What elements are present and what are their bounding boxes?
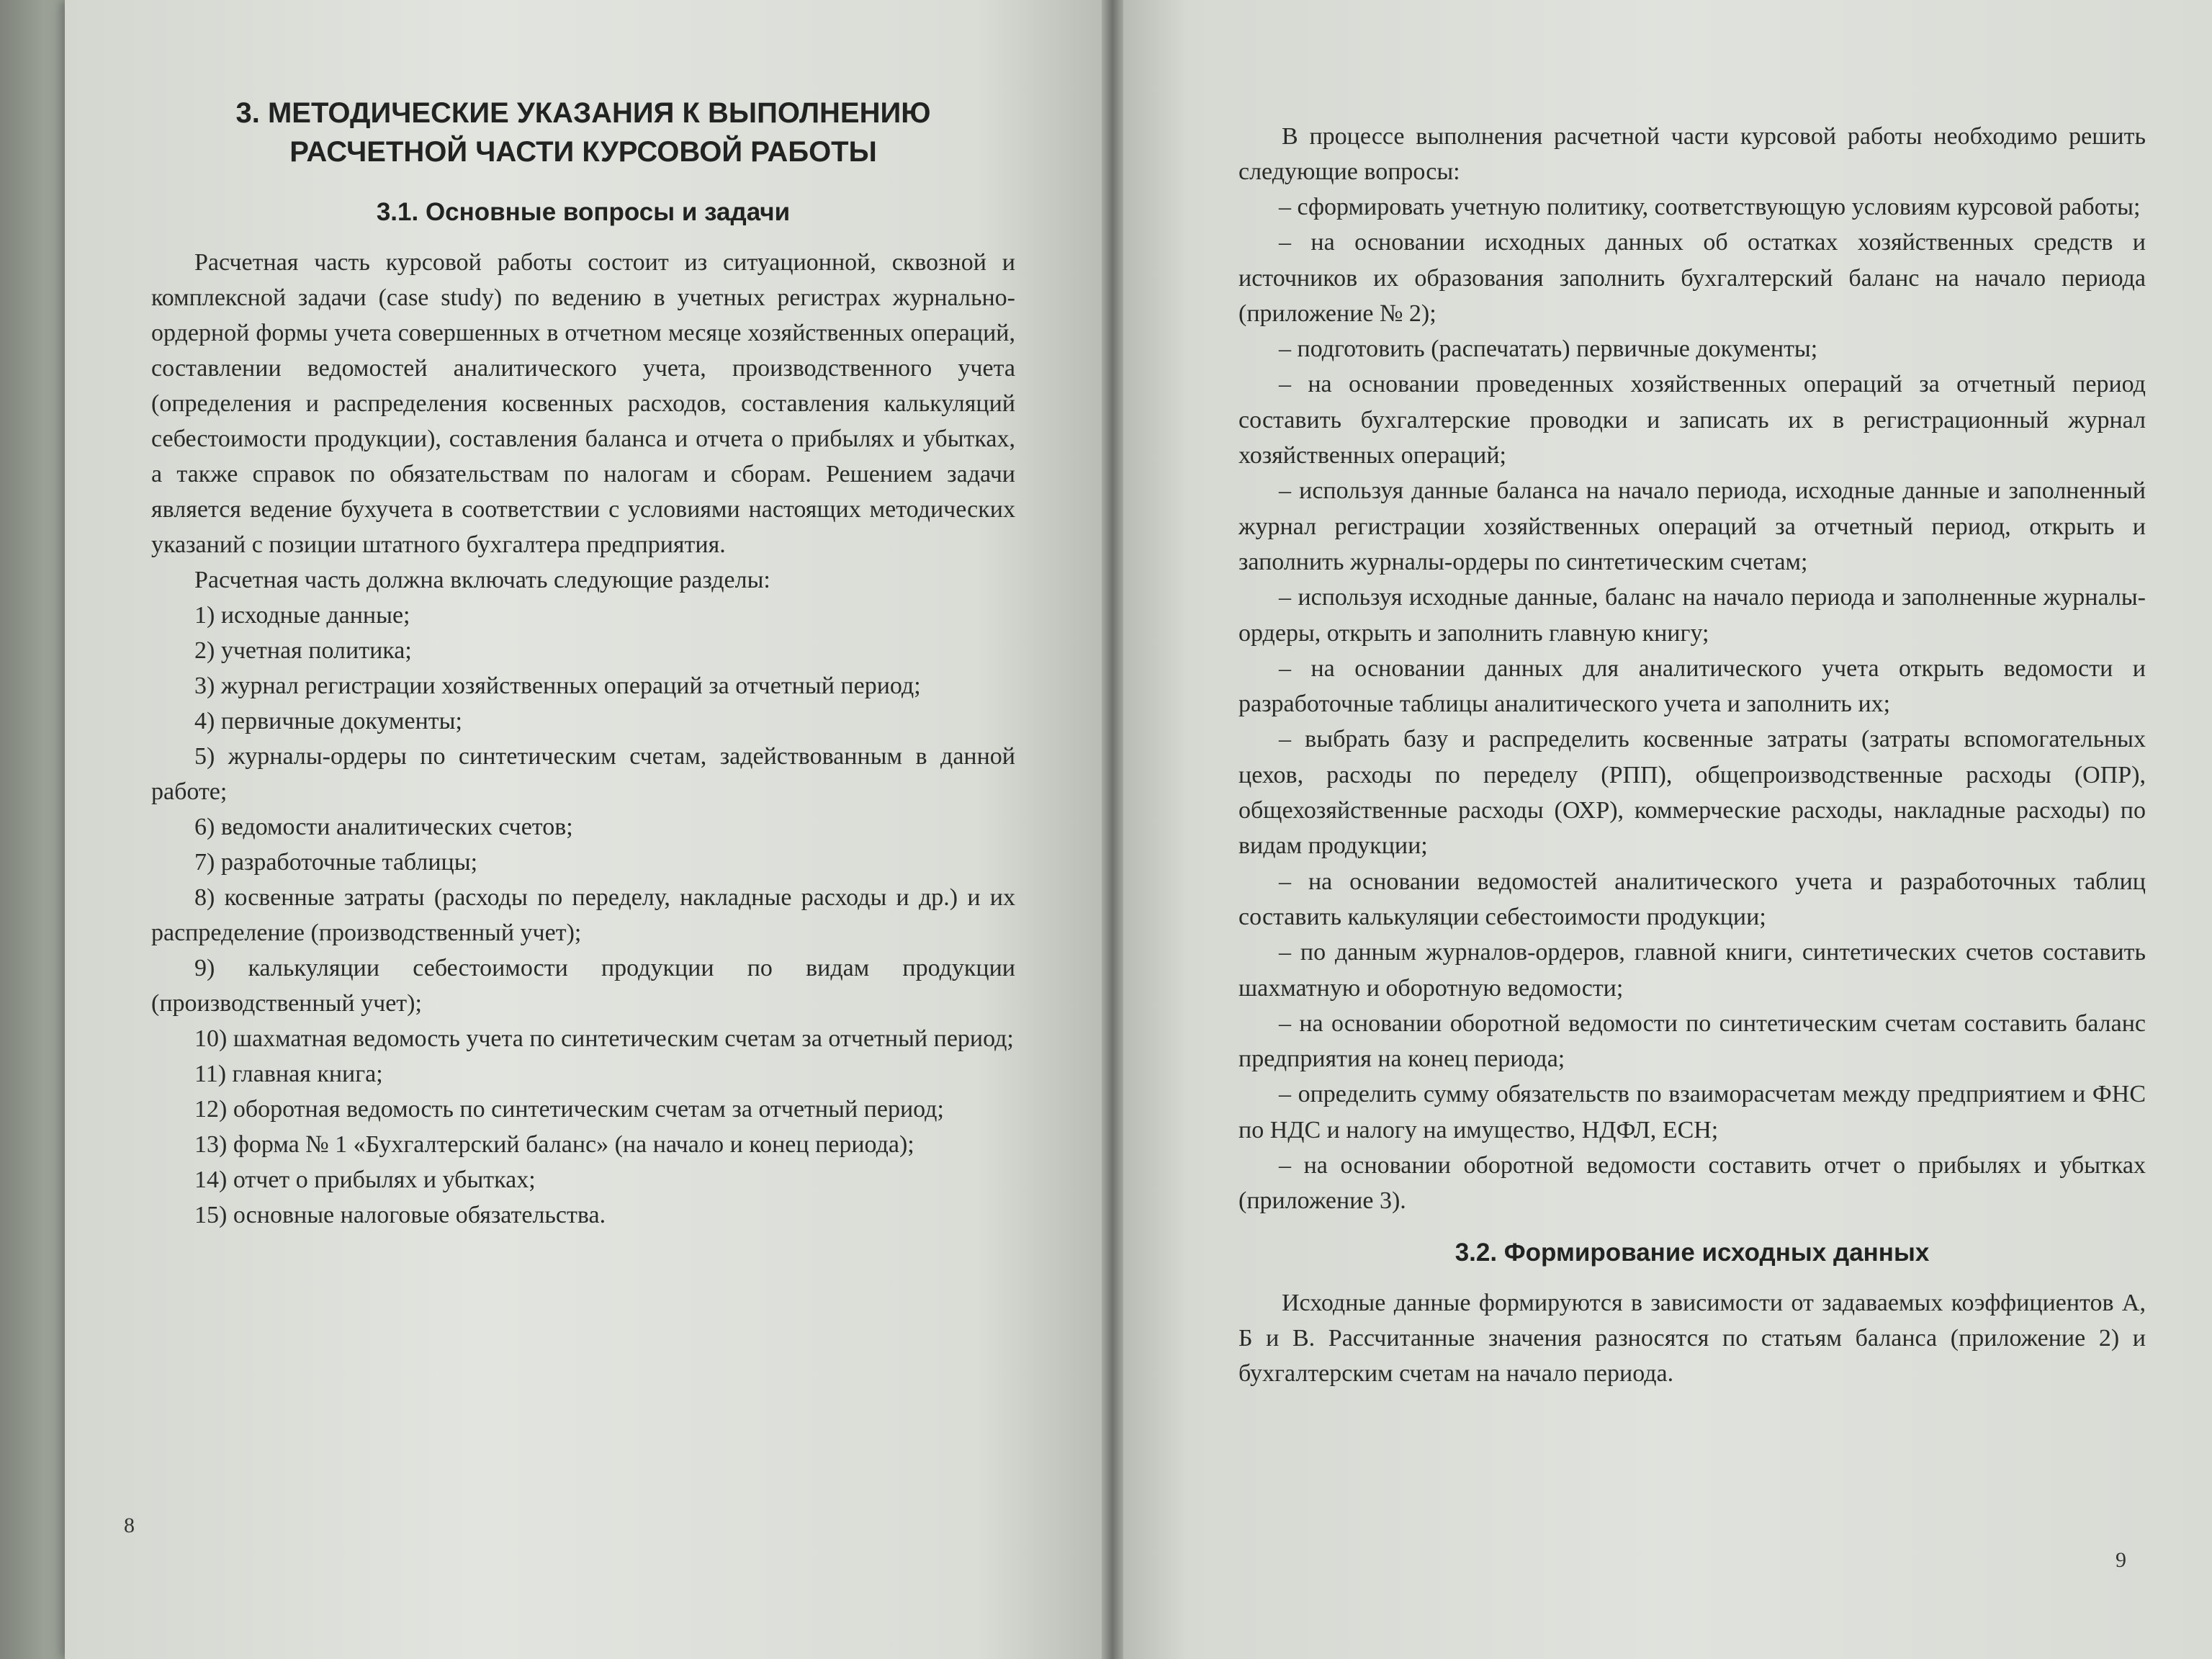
page-number-right: 9 (2116, 1548, 2126, 1572)
paragraph-sections-intro: Расчетная часть должна включать следующие разделы: (194, 567, 770, 593)
list-item: – сформировать учетную политику, соответствующую условиям курсовой работы; (1279, 194, 2141, 220)
list-item: – используя данные баланса на начало периода, исходные данные и заполненный журнал регистрации хозяйственных операций за отчетный период, открыть и заполнить журналы-ордеры по синтетическим счетам; (1238, 477, 2146, 575)
section-title-3-2: 3.2. Формирование исходных данных (1455, 1238, 1930, 1267)
tasks-list (1238, 189, 2146, 1219)
left-page-content (151, 94, 1015, 1233)
paragraph-initial-data: Исходные данные формируются в зависимости от задаваемых коэффициентов А, Б и В. Рассчитанные значения разносятся по статьям баланса (приложение 2) и бухгалтерским счетам на начало периода. (1238, 1289, 2146, 1387)
list-item: – на основании ведомостей аналитического учета и разработочных таблиц составить калькуляции себестоимости продукции; (1238, 868, 2146, 930)
list-item: – на основании оборотной ведомости по синтетическим счетам составить баланс предприятия на конец периода; (1238, 1010, 2146, 1073)
list-item: 10) шахматная ведомость учета по синтетическим счетам за отчетный период; (194, 1025, 1014, 1052)
paragraph-case-study: Расчетная часть курсовой работы состоит из ситуационной, сквозной и комплексной задачи (case study) по ведению в учетных регистрах журнально-ордерной формы учета совершенных в отчетном месяце хозяйственных операций, составлении ведомостей аналитического учета, производственного учета (определения и распределения косвенных расходов, составления калькуляций себестоимости продукции), составления баланса и отчета о прибылях и убытках, а также справок по обязательствам по налогам и сборам. Решением задачи является ведение бухучета в соответствии с условиями настоящих методических указаний с позиции штатного бухгалтера предприятия. (151, 249, 1015, 558)
paragraph-tasks-intro: В процессе выполнения расчетной части курсовой работы необходимо решить следующие вопросы: (1238, 123, 2146, 185)
chapter-title (151, 94, 1015, 171)
list-item: – на основании исходных данных об остатках хозяйственных средств и источников их образования заполнить бухгалтерский баланс на начало периода (приложение № 2); (1238, 229, 2146, 327)
right-page (1123, 0, 2212, 1659)
list-item: 12) оборотная ведомость по синтетическим счетам за отчетный период; (194, 1096, 944, 1123)
list-item: 4) первичные документы; (194, 708, 462, 734)
section-title-3-1: 3.1. Основные вопросы и задачи (376, 198, 791, 226)
list-item: 1) исходные данные; (194, 602, 410, 629)
list-item: – выбрать базу и распределить косвенные затраты (затраты вспомогательных цехов, расходы по переделу (РПП), общепроизводственные расходы (ОПР), общехозяйственные расходы (ОХР), коммерческие расходы, накладные расходы) по видам продукции; (1238, 726, 2146, 860)
list-item: – используя исходные данные, баланс на начало периода и заполненные журналы-ордеры, открыть и заполнить главную книгу; (1238, 584, 2146, 647)
list-item: 11) главная книга; (194, 1061, 383, 1087)
list-item: 2) учетная политика; (194, 637, 412, 664)
list-item: 14) отчет о прибылях и убытках; (194, 1166, 536, 1193)
list-item: – по данным журналов-ордеров, главной книги, синтетических счетов составить шахматную и оборотную ведомости; (1238, 939, 2146, 1002)
list-item: – на основании проведенных хозяйственных операций за отчетный период составить бухгалтерские проводки и записать их в регистрационный журнал хозяйственных операций; (1238, 371, 2146, 469)
list-item: 8) косвенные затраты (расходы по переделу, накладные расходы и др.) и их распределение (производственный учет); (151, 884, 1015, 946)
list-item: 9) калькуляции себестоимости продукции по видам продукции (производственный учет); (151, 955, 1015, 1017)
list-item: 6) ведомости аналитических счетов; (194, 814, 573, 840)
list-item: – подготовить (распечатать) первичные документы; (1279, 336, 1818, 363)
left-page (65, 0, 1102, 1659)
list-item: 5) журналы-ордеры по синтетическим счетам, задействованным в данной работе; (151, 743, 1015, 805)
list-item: 13) форма № 1 «Бухгалтерский баланс» (на начало и конец периода); (194, 1131, 914, 1158)
sections-list (151, 598, 1015, 1233)
list-item: – определить сумму обязательств по взаиморасчетам между предприятием и ФНС по НДС и налогу на имущество, НДФЛ, ЕСН; (1238, 1081, 2146, 1143)
list-item: – на основании данных для аналитического учета открыть ведомости и разработочные таблицы аналитического учета и заполнить их; (1238, 655, 2146, 718)
page-number-left: 8 (124, 1514, 135, 1537)
right-page-content (1238, 119, 2146, 1391)
list-item: 7) разработочные таблицы; (194, 849, 478, 876)
list-item: – на основании оборотной ведомости составить отчет о прибылях и убытках (приложение 3). (1238, 1152, 2146, 1215)
chapter-title-line1: 3. МЕТОДИЧЕСКИЕ УКАЗАНИЯ К ВЫПОЛНЕНИЮ (235, 97, 931, 129)
list-item: 15) основные налоговые обязательства. (194, 1202, 606, 1228)
chapter-title-line2: РАСЧЕТНОЙ ЧАСТИ КУРСОВОЙ РАБОТЫ (289, 136, 877, 168)
book-gutter (1102, 0, 1123, 1659)
list-item: 3) журнал регистрации хозяйственных операций за отчетный период; (194, 673, 921, 699)
